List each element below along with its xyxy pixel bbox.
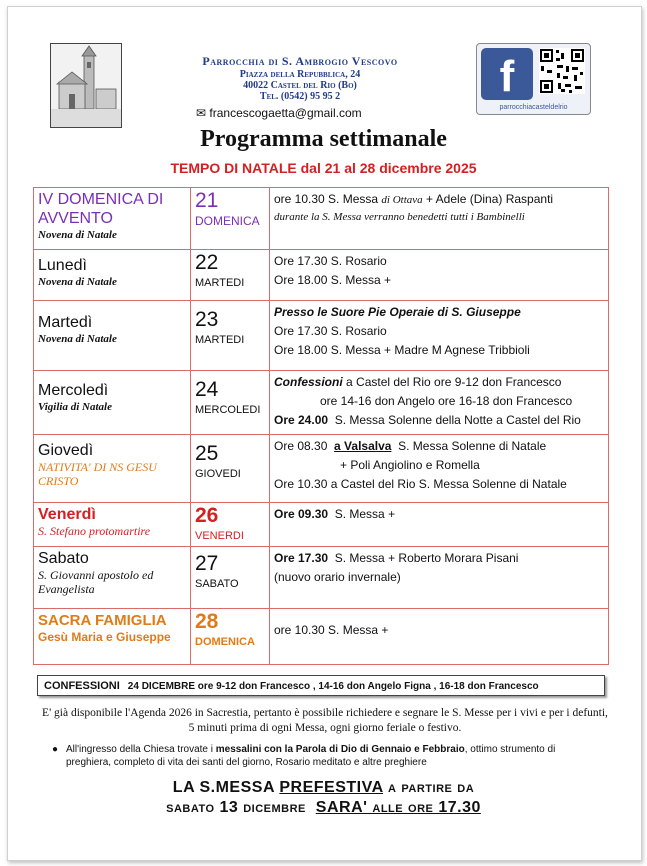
email-line[interactable] <box>196 106 362 120</box>
day-label: Mercoledì <box>38 382 109 399</box>
confessions-label: CONFESSIONI <box>44 680 120 692</box>
mail-icon: ✉ <box>196 106 210 120</box>
bullet-icon: ● <box>52 744 59 755</box>
facebook-box[interactable] <box>476 43 591 115</box>
page-subtitle: TEMPO DI NATALE dal 21 al 28 dicembre 2025 <box>170 160 477 176</box>
schedule-line: Ore 24.00 S. Messa Solenne della Notte a Castel del Rio <box>274 413 581 427</box>
date-number: 28 <box>195 610 219 633</box>
confessions-box <box>37 675 605 696</box>
day-note: S. Giovanni apostolo ed Evangelista <box>38 568 154 596</box>
day-note: Novena di Natale <box>38 333 117 345</box>
table-row <box>34 371 609 435</box>
table-row <box>34 188 609 250</box>
weekday-label: MARTEDI <box>195 334 245 346</box>
parish-phone: Tel. (0542) 95 95 2 <box>259 91 341 102</box>
facebook-caption: parrocchiacasteldelrio <box>499 104 568 111</box>
facebook-icon: f <box>481 48 533 100</box>
schedule-line: Ore 10.30 a Castel del Rio S. Messa Solenne di Natale <box>274 477 567 491</box>
weekday-label: VENERDI <box>195 530 244 542</box>
schedule-line: Confessioni a Castel del Rio ore 9-12 don Francesco <box>274 375 562 389</box>
date-number: 24 <box>195 378 219 401</box>
schedule-line: + Poli Angiolino e Romella <box>340 458 480 472</box>
day-label: Giovedì <box>38 442 94 459</box>
schedule-line: Ore 17.30 S. Rosario <box>274 254 387 268</box>
weekday-label: DOMENICA <box>195 214 260 228</box>
schedule-table <box>33 187 609 665</box>
schedule-line: Ore 08.30 a Valsalva S. Messa Solenne di Natale <box>274 439 547 453</box>
day-note: Gesù Maria e Giuseppe <box>38 630 171 644</box>
date-number: 23 <box>195 308 219 331</box>
schedule-line: Ore 09.30 S. Messa + <box>274 507 396 521</box>
day-label: Venerdì <box>38 506 96 523</box>
day-label: IV DOMENICA DI AVVENTO <box>38 191 164 227</box>
weekday-label: GIOVEDI <box>195 468 241 480</box>
table-row <box>34 301 609 371</box>
confessions-text: 24 DICEMBRE ore 9-12 don Francesco , 14-16 don Angelo Figna , 16-18 don Francesco <box>127 681 539 692</box>
weekday-label: DOMENICA <box>195 636 255 648</box>
page-title: Programma settimanale <box>200 126 447 152</box>
schedule-line: durante la S. Messa verranno benedetti tutti i Bambinelli <box>274 211 525 223</box>
day-note: Novena di Natale <box>38 229 117 241</box>
table-row <box>34 547 609 609</box>
date-number: 22 <box>195 251 219 274</box>
date-number: 26 <box>195 504 219 527</box>
schedule-line: Presso le Suore Pie Operaie di S. Giuseppe <box>274 305 521 319</box>
qr-code-icon <box>539 48 585 94</box>
table-row <box>34 609 609 665</box>
table-row <box>34 250 609 301</box>
parish-header <box>140 54 460 102</box>
day-label: SACRA FAMIGLIA <box>38 612 167 629</box>
weekday-label: SABATO <box>195 578 239 590</box>
day-label: Lunedì <box>38 257 87 274</box>
messalini-bullet: ● All'ingresso della Chiesa trovate i messalini con la Parola di Dio di Gennaio e Febbraio, ottimo strumento di preghiera, completo di vita dei santi del giorno, Rosario meditato e altre preghiere <box>52 744 556 768</box>
date-number: 27 <box>195 552 219 575</box>
schedule-line: Ore 17.30 S. Rosario <box>274 324 387 338</box>
prefestive-notice: LA S.MESSA PREFESTIVA a partire da sabato 13 dicembre SARA' alle ore 17.30 <box>166 779 481 816</box>
schedule-line: (nuovo orario invernale) <box>274 570 401 584</box>
date-number: 25 <box>195 442 219 465</box>
table-row <box>34 435 609 503</box>
agenda-note: E' già disponibile l'Agenda 2026 in Sacrestia, pertanto è possibile richiedere e segnare le S. Messe per i vivi e per i defunti, 5 minuti prima di ogni Messa, ogni giorno feriale o festivo. <box>42 707 608 734</box>
day-label: Sabato <box>38 550 89 567</box>
schedule-line: ore 14-16 don Angelo ore 16-18 don Francesco <box>320 394 573 408</box>
schedule-line: ore 10.30 S. Messa + <box>274 623 389 637</box>
table-row <box>34 503 609 547</box>
church-image <box>50 43 122 128</box>
schedule-line: Ore 18.00 S. Messa + Madre M Agnese Tribbioli <box>274 343 530 357</box>
parish-name: Parrocchia di S. Ambrogio Vescovo <box>202 54 398 68</box>
day-label: Martedì <box>38 314 93 331</box>
schedule-line: Ore 17.30 S. Messa + Roberto Morara Pisani <box>274 551 519 565</box>
parish-address: Piazza della Repubblica, 24 <box>239 69 361 80</box>
schedule-line: Ore 18.00 S. Messa + <box>274 273 392 287</box>
weekday-label: MERCOLEDI <box>195 404 261 416</box>
parish-city: 40022 Castel del Rio (Bo) <box>243 80 357 91</box>
day-note: Novena di Natale <box>38 276 117 288</box>
schedule-line: ore 10.30 S. Messa di Ottava + Adele (Dina) Raspanti <box>274 192 554 206</box>
email-address: francescogaetta@gmail.com <box>209 106 362 120</box>
date-number: 21 <box>195 189 219 212</box>
day-note: S. Stefano protomartire <box>38 524 151 538</box>
day-note: NATIVITA' DI NS GESU CRISTO <box>38 460 157 488</box>
day-note: Vigilia di Natale <box>38 401 112 413</box>
weekday-label: MARTEDI <box>195 277 245 289</box>
